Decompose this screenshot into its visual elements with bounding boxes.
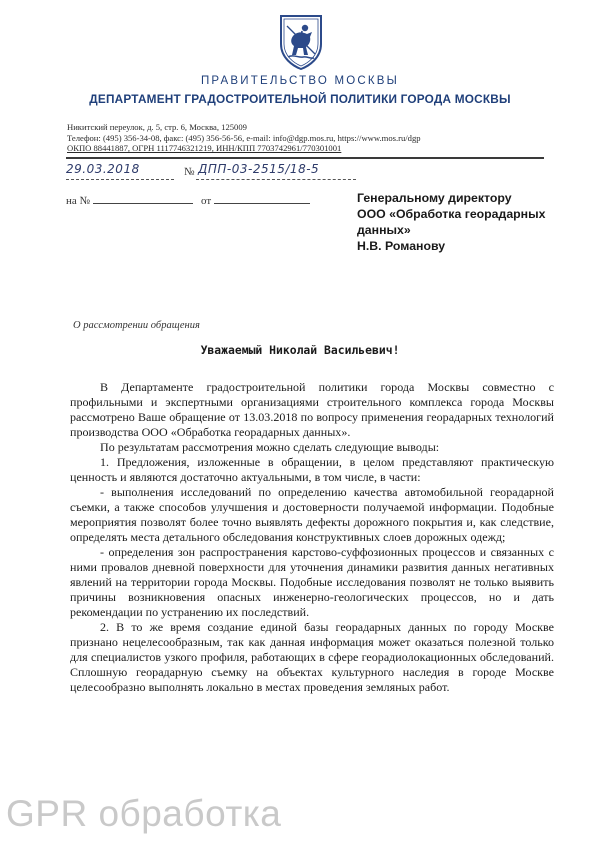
letter-body	[70, 380, 554, 695]
paragraph: По результатам рассмотрения можно сделать следующие выводы:	[100, 440, 440, 454]
contact-block	[67, 122, 421, 154]
watermark: GPR обработка	[6, 793, 282, 834]
registration-line	[66, 162, 366, 184]
reference-number-label: на №	[66, 195, 91, 207]
addressee-name: Н.В. Романову	[357, 239, 446, 253]
department-title: ДЕПАРТАМЕНТ ГРАДОСТРОИТЕЛЬНОЙ ПОЛИТИКИ ГОРОДА МОСКВЫ	[89, 92, 511, 106]
paragraph: - выполнения исследований по определению качества автомобильной георадарной съемки, а также способов улучшения и достоверности получаемой информации. Подобные мероприятия позволят более точно выявлять дефекты дорожного покрытия и, как следствие, определять места детального обследования конструктивных слоев дорожных одежд;	[70, 485, 554, 544]
header-divider	[66, 157, 544, 159]
paragraph: 2. В то же время создание единой базы георадарных данных по городу Москве признано нецелесообразным, так как данная информация может оказаться полезной только для специалистов узкого профиля, работающих в сфере георадиолокационных обследований. Сплошную георадарную съемку на объектах культурного наследия в городе Москве целесообразно выполнять локально в местах проведения земляных работ.	[70, 620, 554, 694]
addressee-block	[357, 190, 545, 254]
registration-number-label: №	[184, 166, 195, 178]
reference-number-blank	[93, 195, 193, 204]
government-title: ПРАВИТЕЛЬСТВО МОСКВЫ	[200, 75, 400, 87]
addressee-company-cont: данных»	[357, 223, 411, 237]
contact-phones: Телефон: (495) 356-34-08, факс: (495) 356-56-56, e-mail: info@dgp.mos.ru, https://www.mos.ru/dgp	[67, 132, 421, 143]
reference-from-label: от	[201, 195, 212, 207]
registration-number: ДПП-03-2515/18-5	[198, 162, 320, 176]
paragraph: - определения зон распространения карстово-суффозионных процессов и связанных с ними провалов дневной поверхности для уточнения динамики развития данных негативных явлений на территории города Москвы. Подобные исследования позволят не только выявить причины возникновения опасных инженерно-геологических процессов, но и дать рекомендации по устранению их последствий.	[70, 545, 554, 619]
reference-line	[66, 195, 310, 207]
reference-date-blank	[214, 195, 310, 204]
number-underline	[196, 179, 356, 180]
salutation: Уважаемый Николай Васильевич!	[200, 343, 400, 357]
paragraph: В Департаменте градостроительной политики города Москвы совместно с профильными и экспертными организациями строительного комплекса города Москвы рассмотрено Ваше обращение от 13.03.2018 по вопросу применения георадарных технологий производства ООО «Обработка георадарных данных».	[70, 380, 554, 439]
addressee-position: Генеральному директору	[357, 191, 512, 205]
moscow-coat-of-arms-icon	[279, 14, 323, 70]
contact-requisites: ОКПО 88441887, ОГРН 1117746321219, ИНН/КПП 7703742961/770301001	[67, 143, 342, 154]
registration-date: 29.03.2018	[66, 162, 140, 176]
date-underline	[66, 179, 174, 180]
contact-address: Никитский переулок, д. 5, стр. 6, Москва, 125009	[67, 122, 247, 132]
addressee-company: ООО «Обработка георадарных	[357, 207, 546, 221]
paragraph: 1. Предложения, изложенные в обращении, в целом представляют практическую ценность и являются достаточно актуальными, в том числе, в части:	[70, 455, 554, 484]
letter-subject: О рассмотрении обращения	[73, 320, 200, 331]
